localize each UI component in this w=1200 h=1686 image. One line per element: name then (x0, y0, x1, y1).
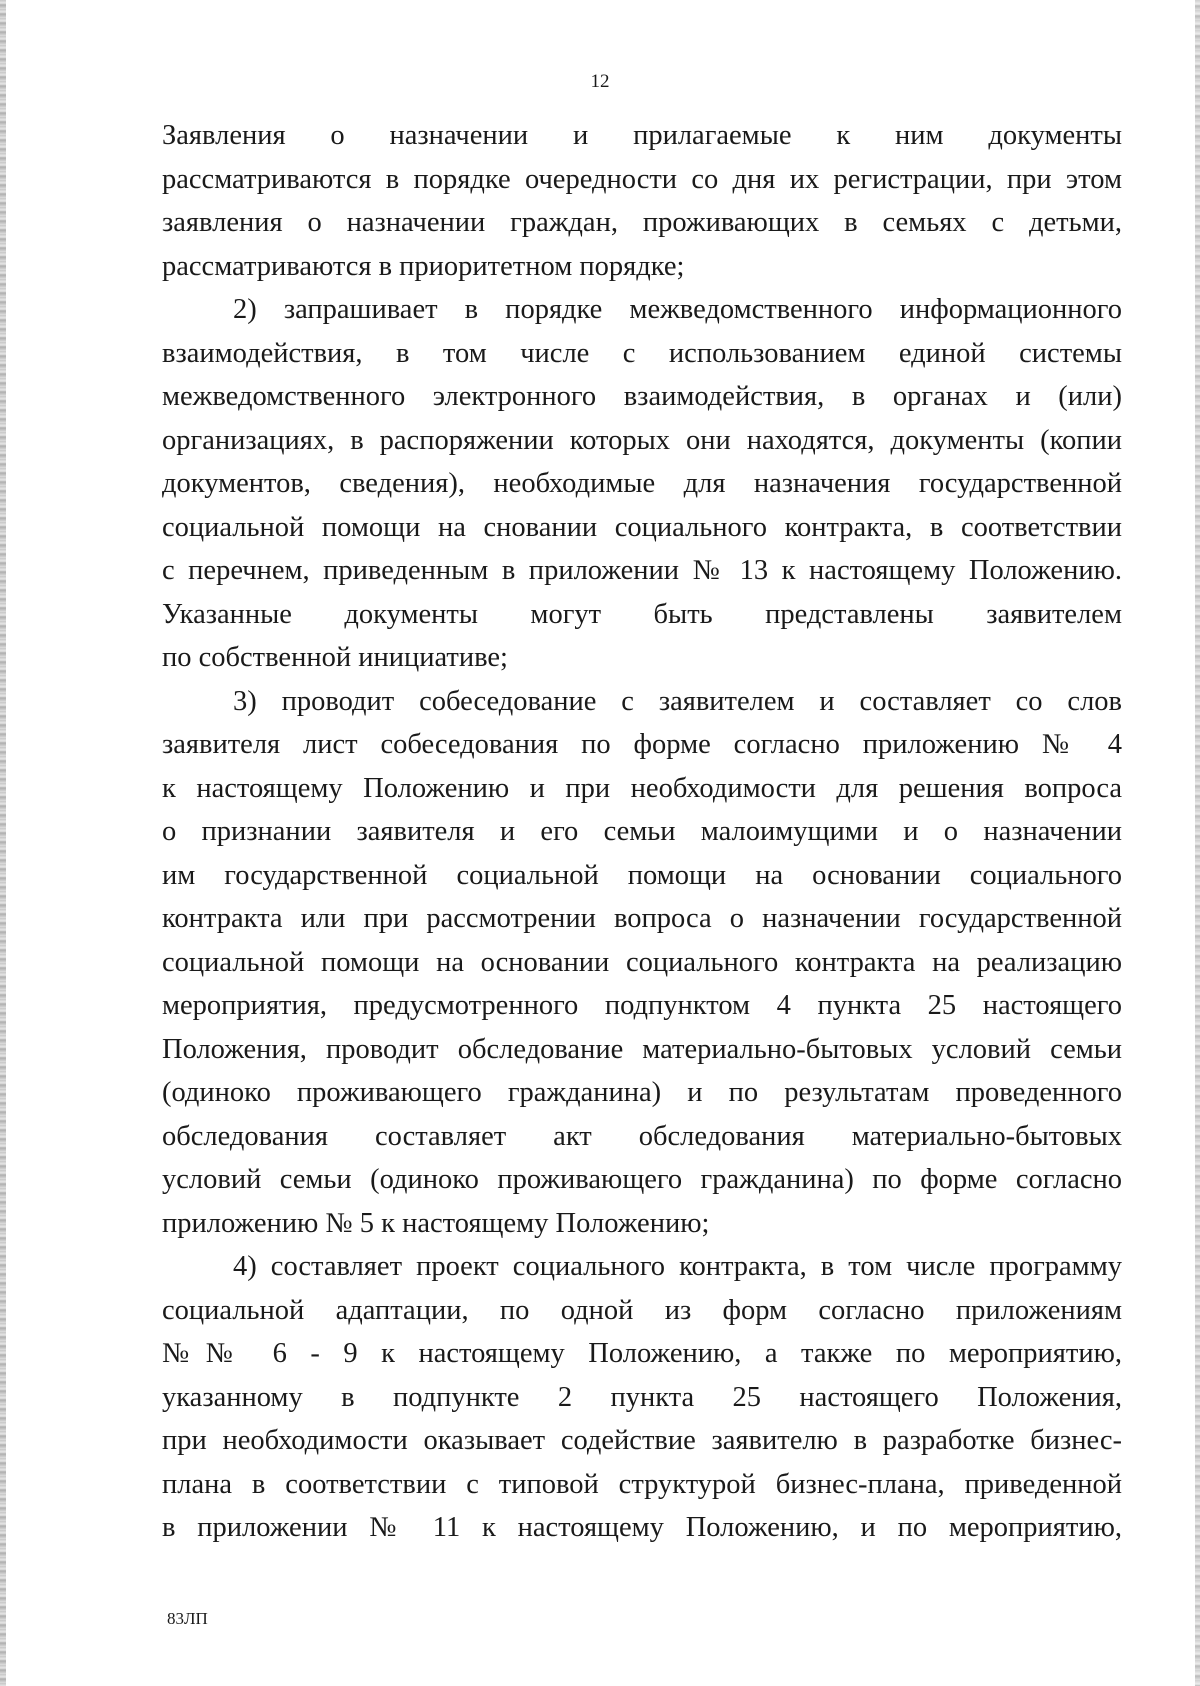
text-line: приложению № 5 к настоящему Положению; (162, 1207, 710, 1239)
text-line: организациях, в распоряжении которых они находятся, документы (копии (162, 424, 1122, 456)
paragraph-first-line: 4) составляет проект социального контракта, в том числе программу (233, 1251, 1122, 1282)
text-line: условий семьи (одиноко проживающего гражданина) по форме согласно (162, 1164, 1122, 1195)
scan-edge-right (1195, 0, 1200, 1686)
text-line: заявления о назначении граждан, проживающих в семьях с детьми, (162, 207, 1122, 238)
text-line: к настоящему Положению и при необходимости для решения вопроса (162, 772, 1122, 804)
text-line: №№ 6 - 9 к настоящему Положению, а также по мероприятию, (162, 1338, 1122, 1369)
text-line: Заявления о назначении и прилагаемые к ним документы (162, 120, 1122, 151)
text-line: межведомственного электронного взаимодействия, в органах и (или) (162, 381, 1122, 412)
text-line: мероприятия, предусмотренного подпунктом 4 пункта 25 настоящего (162, 990, 1122, 1021)
paragraph-first-line: 3) проводит собеседование с заявителем и составляет со слов (233, 685, 1122, 717)
text-line: социальной помощи на сновании социального контракта, в соответствии (162, 511, 1122, 543)
text-line: рассматриваются в порядке очередности со дня их регистрации, при этом (162, 163, 1122, 195)
text-line: в приложении № 11 к настоящему Положению, и по мероприятию, (162, 1512, 1122, 1543)
document-body (162, 114, 1122, 1550)
text-line: с перечнем, приведенным в приложении № 13 к настоящему Положению. (162, 555, 1122, 586)
text-line: им государственной социальной помощи на основании социального (162, 859, 1122, 891)
scan-edge-left (0, 0, 6, 1686)
footer-document-code: 83ЛП (167, 1609, 208, 1628)
text-line: Положения, проводит обследование материально-бытовых условий семьи (162, 1033, 1122, 1065)
text-line: указанному в подпункте 2 пункта 25 настоящего Положения, (162, 1381, 1122, 1413)
text-line: социальной адаптации, по одной из форм согласно приложениям (162, 1294, 1122, 1326)
text-line: социальной помощи на основании социального контракта на реализацию (162, 946, 1122, 978)
text-line: обследования составляет акт обследования материально-бытовых (162, 1120, 1122, 1152)
text-line: контракта или при рассмотрении вопроса о назначении государственной (162, 903, 1122, 934)
text-line: Указанные документы могут быть представлены заявителем (162, 598, 1122, 630)
text-line: взаимодействия, в том числе с использованием единой системы (162, 337, 1122, 369)
text-line: заявителя лист собеседования по форме согласно приложению № 4 (162, 729, 1122, 760)
text-line: (одиноко проживающего гражданина) и по результатам проведенного (162, 1077, 1122, 1108)
text-line: рассматриваются в приоритетном порядке; (162, 250, 685, 282)
text-line: по собственной инициативе; (162, 642, 508, 673)
text-line: документов, сведения), необходимые для назначения государственной (162, 468, 1122, 499)
text-line: о признании заявителя и его семьи малоимущими и о назначении (162, 816, 1122, 847)
page-number: 12 (590, 71, 610, 92)
text-line: плана в соответствии с типовой структурой бизнес-плана, приведенной (162, 1468, 1122, 1500)
paragraph-first-line: 2) запрашивает в порядке межведомственного информационного (233, 294, 1122, 325)
text-line: при необходимости оказывает содействие заявителю в разработке бизнес- (162, 1425, 1122, 1456)
